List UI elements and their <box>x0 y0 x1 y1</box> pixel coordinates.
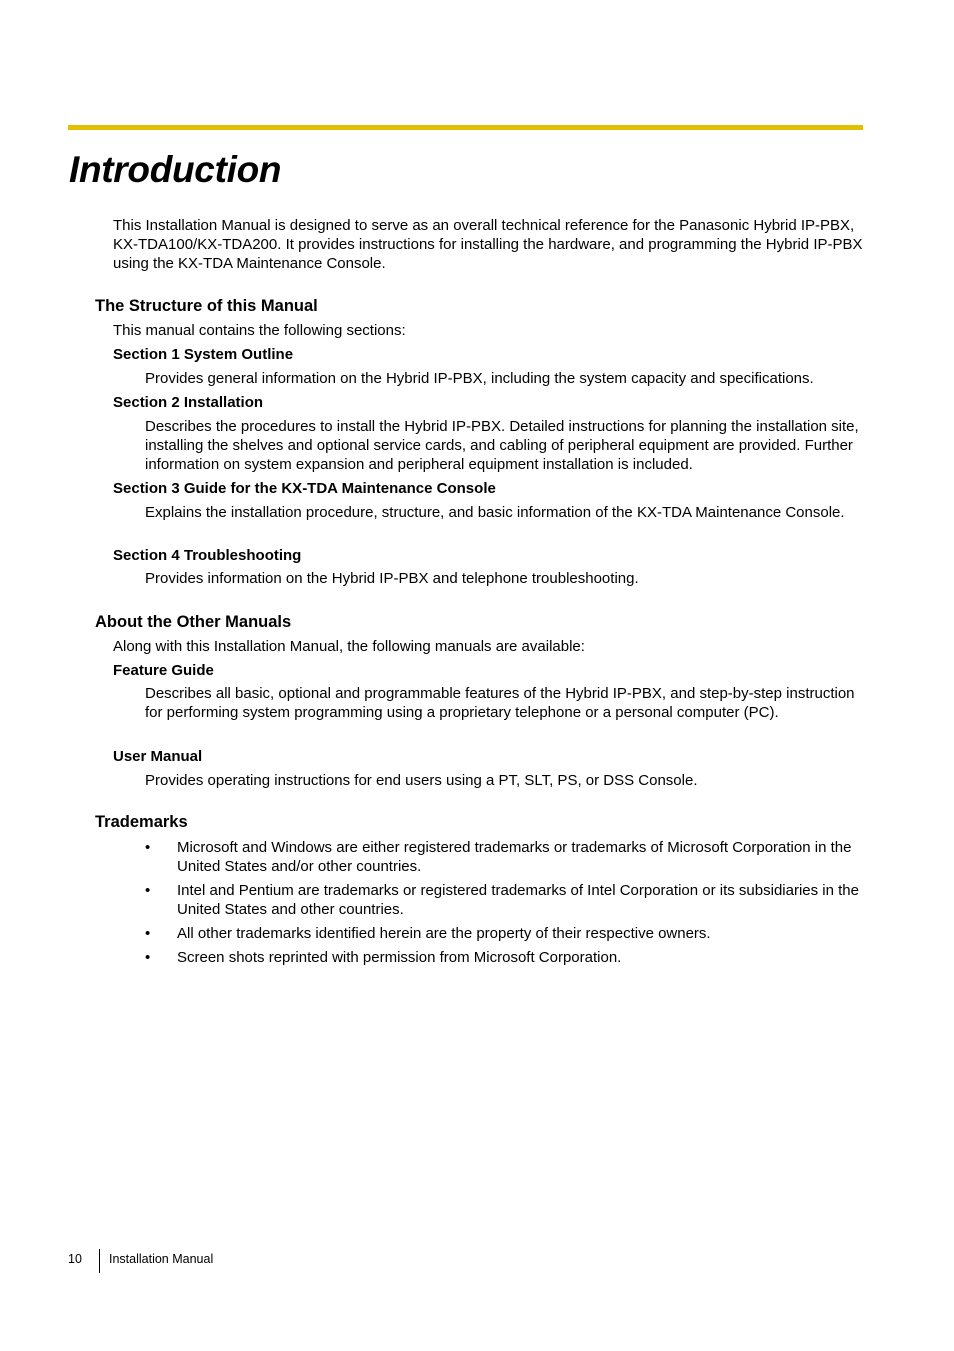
feature-guide-description: Describes all basic, optional and programmable features of the Hybrid IP-PBX, and step-by-step instruction for performing system programming using a proprietary telephone or a personal computer (PC). <box>145 685 855 721</box>
section-4-description: Provides information on the Hybrid IP-PBX and telephone troubleshooting. <box>145 570 639 587</box>
trademark-text: Screen shots reprinted with permission from Microsoft Corporation. <box>177 949 622 966</box>
bullet-icon: • <box>145 925 151 942</box>
section-1-description: Provides general information on the Hybrid IP-PBX, including the system capacity and specifications. <box>145 370 814 387</box>
other-manuals-heading: About the Other Manuals <box>95 613 292 631</box>
section-2-description: Describes the procedures to install the Hybrid IP-PBX. Detailed instructions for planning the installation site, installing the shelves and optional service cards, and cabling of peripheral equipment are provided. Further information on system expansion and peripheral equipment installation is included. <box>145 418 859 473</box>
bullet-icon: • <box>145 949 151 966</box>
footer-manual-title: Installation Manual <box>109 1252 214 1266</box>
section-1-title: Section 1 System Outline <box>113 346 294 363</box>
trademark-text: All other trademarks identified herein are the property of their respective owners. <box>177 925 711 942</box>
intro-paragraph: This Installation Manual is designed to serve as an overall technical reference for the Panasonic Hybrid IP-PBX, KX-TDA100/KX-TDA200. It provides instructions for installing the hardware, and programming the Hybrid IP-PBX using the KX-TDA Maintenance Console. <box>113 217 863 272</box>
trademark-text: Microsoft and Windows are either registered trademarks or trademarks of Microsoft Corporation in the United States and/or other countries. <box>177 839 852 875</box>
section-4-title: Section 4 Troubleshooting <box>113 547 302 564</box>
user-manual-title: User Manual <box>113 748 203 765</box>
trademarks-heading: Trademarks <box>95 813 188 831</box>
section-3-title: Section 3 Guide for the KX-TDA Maintenance Console <box>113 480 496 497</box>
footer-divider <box>99 1249 100 1273</box>
structure-lead: This manual contains the following sections: <box>113 322 406 339</box>
title-rule <box>68 125 863 130</box>
other-manuals-lead: Along with this Installation Manual, the following manuals are available: <box>113 638 585 655</box>
page-number: 10 <box>68 1252 82 1266</box>
bullet-icon: • <box>145 839 151 856</box>
section-2-title: Section 2 Installation <box>113 394 264 411</box>
trademark-text: Intel and Pentium are trademarks or registered trademarks of Intel Corporation or its subsidiaries in the United States and other countries. <box>177 882 859 918</box>
section-3-description: Explains the installation procedure, structure, and basic information of the KX-TDA Maintenance Console. <box>145 504 845 521</box>
bullet-icon: • <box>145 882 151 899</box>
page-title: Introduction <box>69 149 282 190</box>
user-manual-description: Provides operating instructions for end users using a PT, SLT, PS, or DSS Console. <box>145 772 698 789</box>
feature-guide-title: Feature Guide <box>113 662 214 679</box>
structure-heading: The Structure of this Manual <box>95 297 318 315</box>
